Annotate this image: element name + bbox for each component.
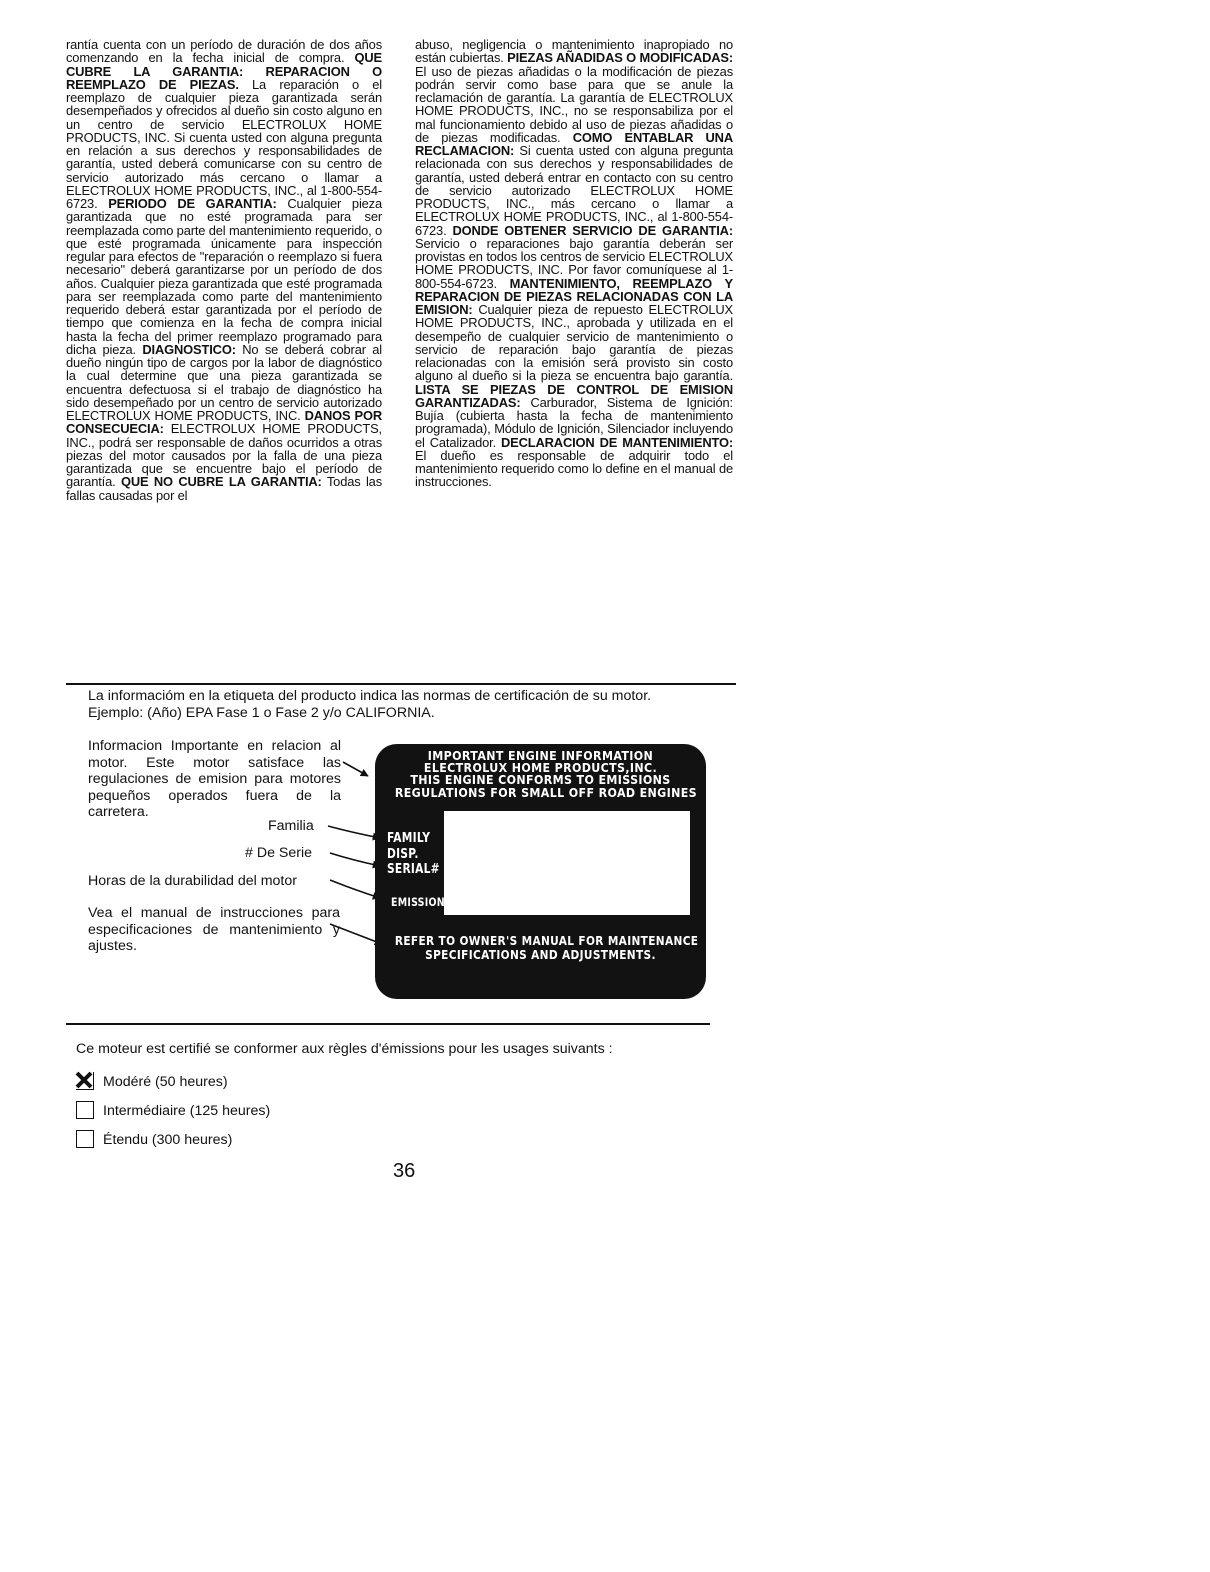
section-divider-bottom xyxy=(66,1023,710,1025)
label-company: ELECTROLUX HOME PRODUCTS,INC. xyxy=(423,760,658,776)
callout-manual-text: Vea el manual de instrucciones para especificaciones de mantenimiento y ajustes. xyxy=(88,905,340,954)
label-blank-window xyxy=(444,811,690,915)
callout-serie: # De Serie xyxy=(245,845,313,861)
label-conforms: THIS ENGINE CONFORMS TO EMISSIONS xyxy=(410,772,671,788)
callout-info-text: Informacion Importante en relacion al motor. Este motor satisface las regulaciones de emision para motores pequeños operados fuera de la carretera. xyxy=(88,738,341,820)
label-regulations: REGULATIONS FOR SMALL OFF ROAD ENGINES xyxy=(394,784,698,800)
checkbox-empty-icon[interactable] xyxy=(76,1101,94,1119)
warranty-column-left xyxy=(66,38,382,502)
certification-note xyxy=(88,688,748,722)
arrow-horas xyxy=(330,880,380,898)
callout-horas: Horas de la durabilidad del motor xyxy=(88,873,297,889)
arrow-info xyxy=(343,762,368,776)
engine-info-label xyxy=(375,744,706,999)
label-title: IMPORTANT ENGINE INFORMATION xyxy=(427,748,654,763)
option-modere-label: Modéré (50 heures) xyxy=(103,1074,228,1090)
label-footer xyxy=(394,934,699,962)
x-mark-icon xyxy=(75,1071,93,1089)
label-heading xyxy=(394,748,698,800)
french-intro: Ce moteur est certifié se conformer aux règles d'émissions pour les usages suivants : xyxy=(76,1041,613,1057)
label-disp: DISP. xyxy=(387,847,419,862)
option-etendu-label: Étendu (300 heures) xyxy=(103,1132,233,1148)
label-specs: SPECIFICATIONS AND ADJUSTMENTS. xyxy=(425,947,656,962)
section-divider-top xyxy=(66,683,736,685)
warranty-paragraph-right: abuso, negligencia o mantenimiento inapropiado no están cubiertas. PIEZAS AÑADIDAS O MODIFICADAS: El uso de piezas añadidas o la modificación de piezas podrán servir como base para que se anule la reclamación de garantía. La garantía de ELECTROLUX HOME PRODUCTS, INC., no se responsabiliza por el mal funcionamiento debido al uso de piezas añadidas o de piezas modificadas. COMO ENTABLAR UNA RECLAMACION: Si cuenta usted con alguna pregunta relacionada con sus derechos y responsabilidades de garantía, usted deberá entrar en contacto con su centro de servicio autorizado ELECTROLUX HOME PRODUCTS, INC., más cercano o llamar a ELECTROLUX HOME PRODUCTS, INC., al 1-800-554-6723. DONDE OBTENER SERVICIO DE GARANTIA: Servicio o reparaciones bajo garantía deberán ser provistas en todos los centros de servicio ELECTROLUX HOME PRODUCTS, INC. Por favor comuníquese al 1-800-554-6723. MANTENIMIENTO, REEMPLAZO Y REPARACION DE PIEZAS RELACIONADAS CON LA EMISION: Cualquier pieza de repuesto ELECTROLUX HOME PRODUCTS, INC., aprobada y utilizada en el desempeño de cualquier servicio de mantenimiento o servicio de reparación bajo garantía de piezas relacionadas con la emisión será provisto sin costo alguno al dueño si la pieza se encuentra bajo garantía. LISTA SE PIEZAS DE CONTROL DE EMISION GARANTIZADAS: Carburador, Sistema de Ignición: Bujía (cubierta hasta la fecha de mantenimiento programada), Módulo de Ignición, Silenciador incluyendo el Catalizador. DECLARACION DE MANTENIMIENTO: El dueño es responsable de adquirir todo el mantenimiento requerido como lo define en el manual de instrucciones. xyxy=(415,37,734,490)
label-refer: REFER TO OWNER'S MANUAL FOR MAINTENANCE xyxy=(394,934,699,948)
label-emission: EMISSION xyxy=(391,895,445,909)
certification-line-2: Ejemplo: (Año) EPA Fase 1 o Fase 2 y/o CALIFORNIA. xyxy=(88,705,435,721)
label-serial: SERIAL# xyxy=(387,862,440,877)
option-intermediaire-label: Intermédiaire (125 heures) xyxy=(103,1103,271,1119)
checkbox-empty-icon[interactable] xyxy=(76,1130,94,1148)
page-number: 36 xyxy=(393,1160,416,1182)
arrow-serie xyxy=(330,853,380,866)
warranty-paragraph-left: rantía cuenta con un período de duración de dos años comenzando en la fecha inicial de compra. QUE CUBRE LA GARANTIA: REPARACION O REEMPLAZO DE PIEZAS. La reparación o el reemplazo de cualquier pieza garantizada serán desempeñados y ofrecidos al dueño sin costo alguno en un centro de servicio ELECTROLUX HOME PRODUCTS, INC. Si cuenta usted con alguna pregunta en relación a sus derechos y responsabilidades de garantía, usted deberá comunicarse con su centro de servicio autorizado más cercano o llamar a ELECTROLUX HOME PRODUCTS, INC., al 1-800-554-6723. PERIODO DE GARANTIA: Cualquier pieza garantizada que no esté programada para ser reemplazada como parte del mantenimiento requerido, o que esté programada únicamente para inspección regular para efectos de "reparación o reemplazo si fuera necesario" deberá garantizarse por un período de dos años. Cualquier pieza garantizada que esté programada para ser reemplazada como parte del mantenimiento requerido deberá estar garantizada por el período de tiempo que comienza en la fecha de compra inicial hasta la fecha del primer reemplazo programado para dicha pieza. DIAGNOSTICO: No se deberá cobrar al dueño ningún tipo de cargos por la labor de diagnóstico la cual determine que una pieza garantizada se encuentra defectuosa si el trabajo de diagnóstico ha sido desempeñado por un centro de servicio autorizado ELECTROLUX HOME PRODUCTS, INC. DANOS POR CONSECUECIA: ELECTROLUX HOME PRODUCTS, INC., podrá ser responsable de daños ocurridos a otras piezas del motor causados por la falla de una pieza garantizada que se encuentre bajo el período de garantía. QUE NO CUBRE LA GARANTIA: Todas las fallas causadas por el xyxy=(66,37,382,503)
label-family: FAMILY xyxy=(387,831,431,846)
arrow-familia xyxy=(328,826,380,838)
callout-familia: Familia xyxy=(268,818,314,834)
checkbox-checked-icon[interactable] xyxy=(76,1072,94,1090)
warranty-column-right xyxy=(415,38,733,489)
certification-line-1: La informacióm en la etiqueta del producto indica las normas de certificación de su motor. xyxy=(88,688,652,704)
